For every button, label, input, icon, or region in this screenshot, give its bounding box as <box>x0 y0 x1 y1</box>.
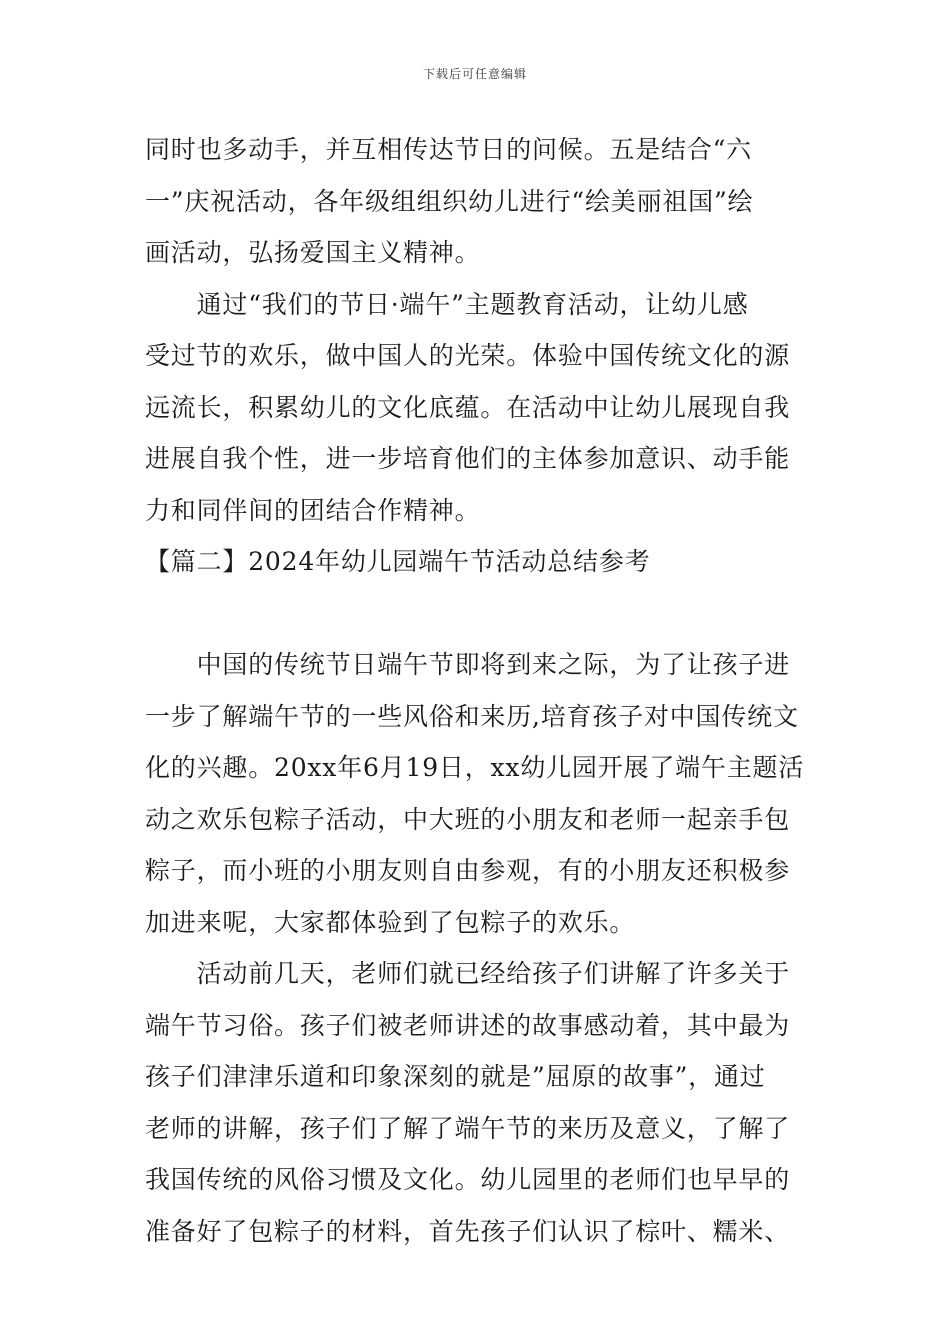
text-line: 受过节的欢乐，做中国人的光荣。体验中国传统文化的源 <box>145 341 791 370</box>
text-line: 加进来呢，大家都体验到了包粽子的欢乐。 <box>145 907 636 937</box>
page-header-note: 下载后可任意编辑 <box>422 67 527 81</box>
text-line: 一步了解端午节的一些风俗和来历,培育孩子对中国传统文 <box>145 701 799 731</box>
text-line: 活动前几天，老师们就已经给孩子们讲解了许多关于 <box>145 959 791 988</box>
text-line: 化的兴趣。20xx年6月19日，xx幼儿园开展了端午主题活 <box>145 753 805 782</box>
text-line: 画活动，弘扬爱国主义精神。 <box>145 238 481 267</box>
text-line: 粽子，而小班的小朋友则自由参观，有的小朋友还积极参 <box>145 856 791 885</box>
text-line: 进展自我个性，进一步培育他们的主体参加意识、动手能 <box>145 444 791 473</box>
section-heading: 【篇二】2024年幼儿园端午节活动总结参考 <box>145 547 651 576</box>
document-body <box>145 124 810 1257</box>
text-line: 同时也多动手，并互相传达节日的问候。五是结合“六 <box>145 135 752 164</box>
text-line: 孩子们津津乐道和印象深刻的就是”屈原的故事”，通过 <box>145 1062 766 1091</box>
text-line: 一”庆祝活动，各年级组组织幼儿进行“绘美丽祖国”绘 <box>145 186 754 216</box>
text-line: 老师的讲解，孩子们了解了端午节的来历及意义，了解了 <box>145 1113 791 1143</box>
text-line: 中国的传统节日端午节即将到来之际，为了让孩子进 <box>145 650 791 679</box>
blank-line <box>145 588 810 640</box>
text-line: 动之欢乐包粽子活动，中大班的小朋友和老师一起亲手包 <box>145 804 791 834</box>
text-line: 准备好了包粽子的材料，首先孩子们认识了棕叶、糯米、 <box>145 1216 791 1246</box>
text-line: 通过“我们的节日·端午”主题教育活动，让幼儿感 <box>145 289 749 319</box>
text-line: 力和同伴间的团结合作精神。 <box>145 495 481 525</box>
text-line: 端午节习俗。孩子们被老师讲述的故事感动着，其中最为 <box>145 1010 791 1040</box>
text-line: 远流长，积累幼儿的文化底蕴。在活动中让幼儿展现自我 <box>145 392 791 422</box>
text-line: 我国传统的风俗习惯及文化。幼儿园里的老师们也早早的 <box>145 1165 791 1194</box>
